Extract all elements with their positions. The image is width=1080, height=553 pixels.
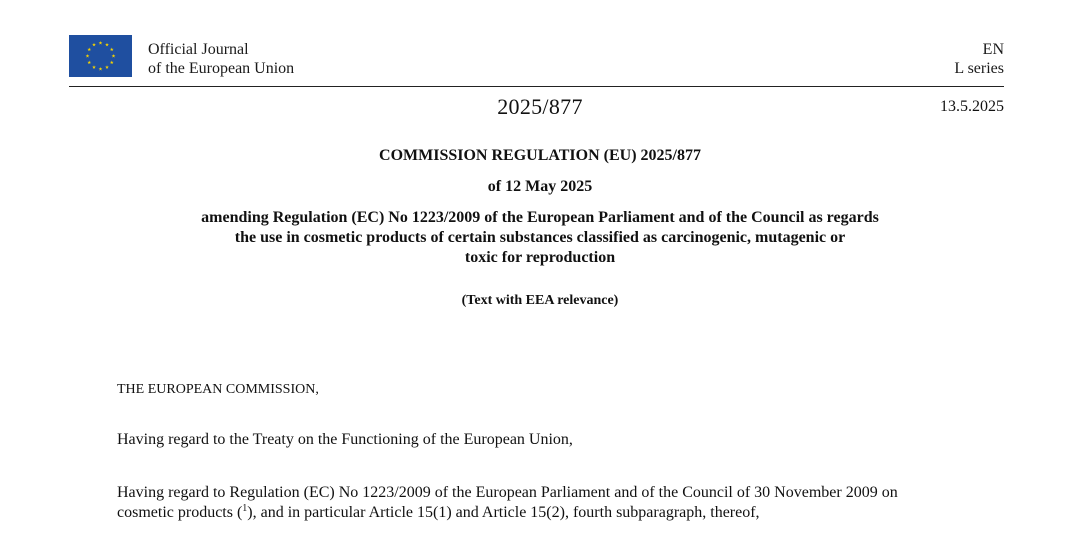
journal-title-line-1: Official Journal	[148, 41, 249, 58]
regulation-subject	[0, 208, 1080, 268]
eea-relevance-note: (Text with EEA relevance)	[461, 293, 619, 308]
publication-date: 13.5.2025	[940, 98, 1004, 115]
recital-regulation-text-post: ), and in particular Article 15(1) and Article 15(2), fourth subparagraph, thereof,	[247, 504, 760, 521]
recital-regulation-line-1: Having regard to Regulation (EC) No 1223/2009 of the European Parliament and of the Council of 30 November 2009 on	[117, 484, 898, 501]
regulation-subject-line-3: toxic for reproduction	[464, 249, 616, 266]
journal-title	[148, 40, 294, 78]
eu-flag-icon	[69, 35, 132, 77]
recital-regulation	[117, 483, 898, 523]
header-divider	[69, 86, 1004, 87]
recital-regulation-line-2	[117, 503, 898, 523]
language-code: EN	[982, 41, 1004, 58]
regulation-date: of 12 May 2025	[487, 178, 593, 195]
regulation-subject-line-2: the use in cosmetic products of certain substances classified as carcinogenic, mutagenic or	[234, 229, 846, 246]
regulation-title: COMMISSION REGULATION (EU) 2025/877	[379, 147, 701, 164]
recital-treaty: Having regard to the Treaty on the Functioning of the European Union,	[117, 431, 573, 448]
footnote-reference-link[interactable]: 1	[242, 503, 248, 514]
commission-heading: THE EUROPEAN COMMISSION,	[117, 382, 319, 397]
document-number: 2025/877	[497, 94, 583, 119]
language-series	[954, 40, 1004, 78]
series-label: L series	[954, 60, 1004, 77]
journal-title-line-2: of the European Union	[148, 60, 295, 77]
recital-regulation-text-pre: cosmetic products (	[117, 504, 243, 521]
regulation-subject-line-1: amending Regulation (EC) No 1223/2009 of the European Parliament and of the Council as regards	[201, 209, 879, 226]
